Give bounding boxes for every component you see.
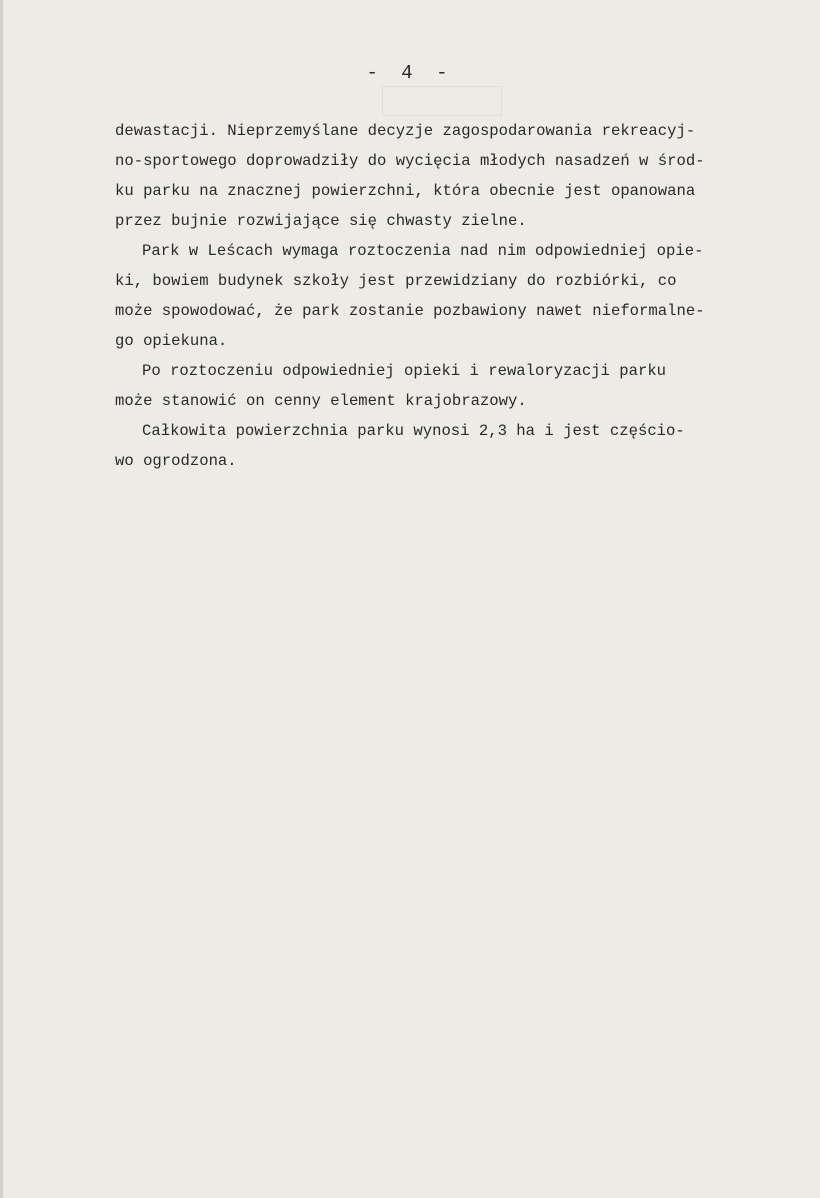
text-line: przez bujnie rozwijające się chwasty zielne.	[115, 212, 527, 230]
text-line: może spowodować, że park zostanie pozbawiony nawet nieformalne-	[115, 302, 705, 320]
faint-stamp-mark	[382, 86, 502, 116]
text-line: go opiekuna.	[115, 332, 228, 350]
text-line: Park w Leścach wymaga roztoczenia nad nim odpowiedniej opie-	[142, 242, 704, 260]
text-line: może stanowić on cenny element krajobrazowy.	[115, 392, 527, 410]
body-text	[115, 116, 795, 476]
page-number: - 4 -	[366, 62, 454, 84]
page-edge	[0, 0, 3, 1198]
text-line: wo ogrodzona.	[115, 452, 237, 470]
text-line: ki, bowiem budynek szkoły jest przewidziany do rozbiórki, co	[115, 272, 677, 290]
text-line: dewastacji. Nieprzemyślane decyzje zagospodarowania rekreacyj-	[115, 122, 696, 140]
text-line: no-sportowego doprowadziły do wycięcia młodych nasadzeń w środ-	[115, 152, 705, 170]
text-line: Po roztoczeniu odpowiedniej opieki i rewaloryzacji parku	[142, 362, 667, 380]
text-line: ku parku na znacznej powierzchni, która obecnie jest opanowana	[115, 182, 696, 200]
text-line: Całkowita powierzchnia parku wynosi 2,3 ha i jest częścio-	[142, 422, 685, 440]
